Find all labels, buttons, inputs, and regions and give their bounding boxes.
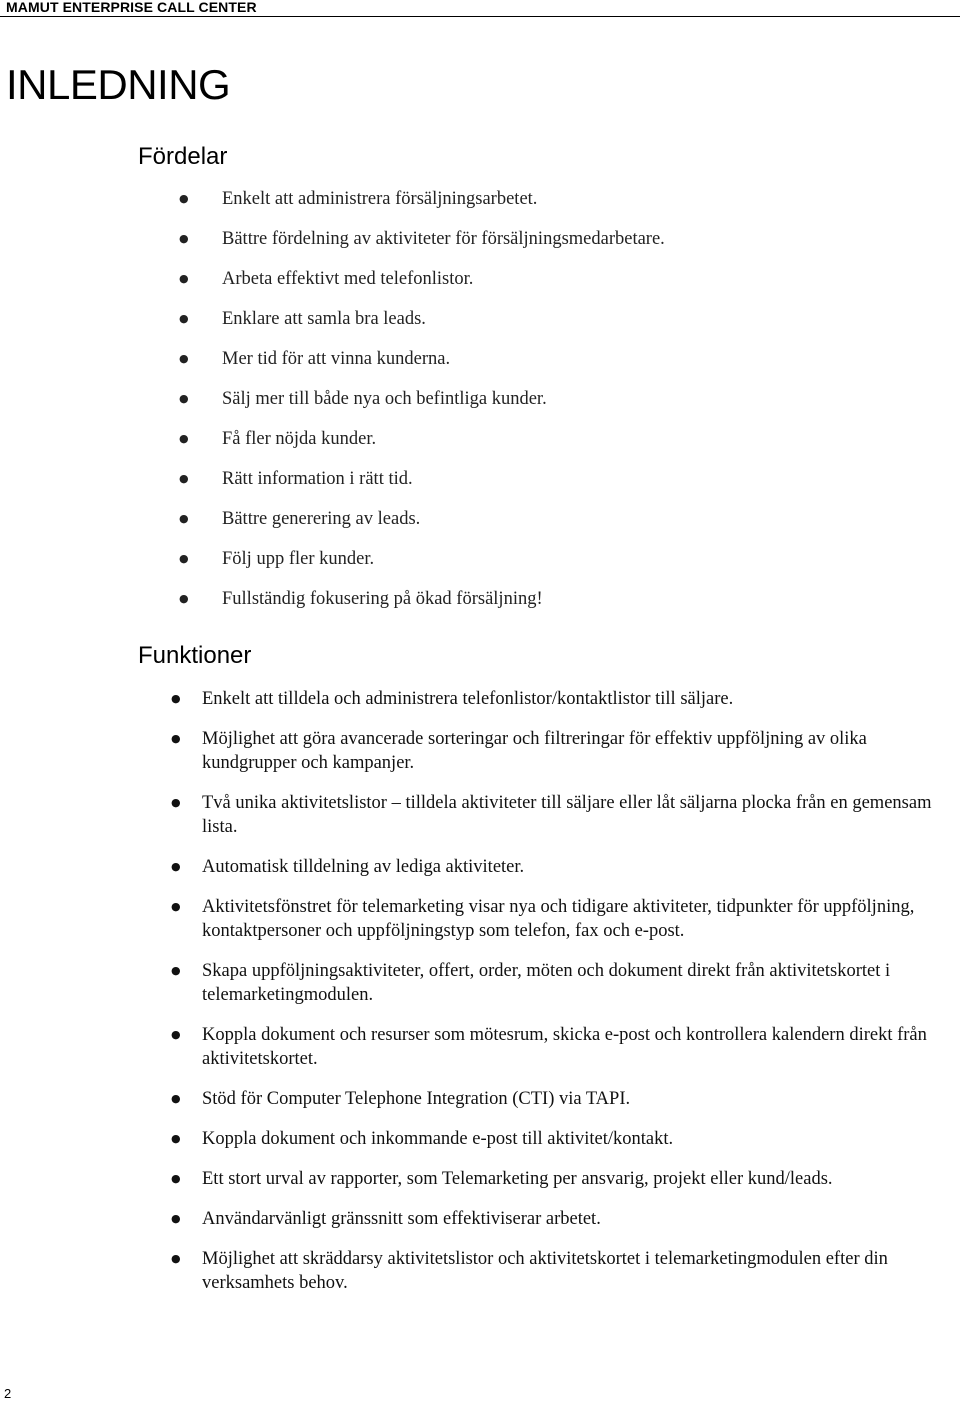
list-item bbox=[181, 347, 921, 387]
list-item bbox=[171, 791, 941, 839]
list-item bbox=[171, 687, 941, 711]
section-heading-funktioner: Funktioner bbox=[138, 642, 252, 669]
list-item-text: Arbeta effektivt med telefonlistor. bbox=[222, 269, 474, 289]
bullet-dot-icon: ● bbox=[171, 1092, 181, 1105]
list-item bbox=[171, 1167, 941, 1191]
bullet-dot-icon: ● bbox=[179, 512, 189, 525]
list-item bbox=[181, 547, 921, 587]
bullet-dot-icon: ● bbox=[179, 432, 189, 445]
list-item bbox=[171, 855, 941, 879]
page-number: 2 bbox=[4, 1386, 12, 1401]
bullet-dot-icon: ● bbox=[171, 1132, 181, 1145]
list-item-text: Följ upp fler kunder. bbox=[222, 549, 375, 569]
list-item bbox=[171, 1023, 941, 1071]
bullet-dot-icon: ● bbox=[179, 232, 189, 245]
bullet-dot-icon: ● bbox=[171, 1028, 181, 1041]
list-item bbox=[171, 1207, 941, 1231]
list-item-text: Koppla dokument och inkommande e-post till aktivitet/kontakt. bbox=[202, 1129, 674, 1149]
list-item bbox=[171, 727, 941, 775]
bullet-dot-icon: ● bbox=[171, 1252, 181, 1265]
bullet-dot-icon: ● bbox=[171, 900, 181, 913]
bullet-dot-icon: ● bbox=[171, 1172, 181, 1185]
funktioner-list bbox=[171, 687, 941, 1311]
list-item-text: Stöd för Computer Telephone Integration (CTI) via TAPI. bbox=[202, 1089, 631, 1109]
bullet-dot-icon: ● bbox=[171, 1212, 181, 1225]
list-item-text: Rätt information i rätt tid. bbox=[222, 469, 413, 489]
bullet-dot-icon: ● bbox=[179, 192, 189, 205]
list-item-text: Bättre fördelning av aktiviteter för försäljningsmedarbetare. bbox=[222, 229, 665, 249]
list-item bbox=[181, 587, 921, 627]
list-item bbox=[181, 267, 921, 307]
bullet-dot-icon: ● bbox=[179, 592, 189, 605]
list-item bbox=[171, 895, 941, 943]
list-item-text: Ett stort urval av rapporter, som Telemarketing per ansvarig, projekt eller kund/leads. bbox=[202, 1169, 833, 1189]
list-item bbox=[181, 187, 921, 227]
list-item bbox=[181, 227, 921, 267]
bullet-dot-icon: ● bbox=[179, 312, 189, 325]
bullet-dot-icon: ● bbox=[171, 964, 181, 977]
list-item-text: Bättre generering av leads. bbox=[222, 509, 421, 529]
bullet-dot-icon: ● bbox=[171, 732, 181, 745]
list-item bbox=[171, 1127, 941, 1151]
list-item bbox=[181, 507, 921, 547]
list-item-text: Fullständig fokusering på ökad försäljning! bbox=[222, 589, 543, 609]
list-item bbox=[171, 1087, 941, 1111]
list-item-text: Koppla dokument och resurser som mötesrum, skicka e-post och kontrollera kalendern direkt från aktivitetskortet. bbox=[202, 1025, 927, 1069]
running-header: MAMUT ENTERPRISE CALL CENTER bbox=[6, 0, 257, 15]
bullet-dot-icon: ● bbox=[171, 692, 181, 705]
bullet-dot-icon: ● bbox=[171, 796, 181, 809]
list-item-text: Enkelt att tilldela och administrera telefonlistor/kontaktlistor till säljare. bbox=[202, 689, 734, 709]
list-item bbox=[181, 467, 921, 507]
chapter-title: INLEDNING bbox=[6, 61, 231, 108]
bullet-dot-icon: ● bbox=[179, 392, 189, 405]
list-item-text: Skapa uppföljningsaktiviteter, offert, order, möten och dokument direkt från aktivitetskortet i telemarketingmodulen. bbox=[202, 961, 891, 1005]
list-item-text: Enklare att samla bra leads. bbox=[222, 309, 426, 329]
bullet-dot-icon: ● bbox=[179, 352, 189, 365]
section-heading-fordelar: Fördelar bbox=[138, 143, 228, 170]
bullet-dot-icon: ● bbox=[179, 552, 189, 565]
list-item-text: Möjlighet att göra avancerade sorteringar och filtreringar för effektiv uppföljning av olika kundgrupper och kampanjer. bbox=[202, 729, 867, 773]
bullet-dot-icon: ● bbox=[179, 272, 189, 285]
header-rule bbox=[0, 16, 960, 17]
bullet-dot-icon: ● bbox=[179, 472, 189, 485]
list-item-text: Sälj mer till både nya och befintliga kunder. bbox=[222, 389, 547, 409]
list-item-text: Mer tid för att vinna kunderna. bbox=[222, 349, 451, 369]
list-item-text: Automatisk tilldelning av lediga aktiviteter. bbox=[202, 857, 525, 877]
list-item bbox=[181, 307, 921, 347]
list-item-text: Användarvänligt gränssnitt som effektiviserar arbetet. bbox=[202, 1209, 601, 1229]
list-item-text: Enkelt att administrera försäljningsarbetet. bbox=[222, 189, 538, 209]
list-item bbox=[171, 959, 941, 1007]
list-item-text: Möjlighet att skräddarsy aktivitetslistor och aktivitetskortet i telemarketingmodulen efter din verksamhets behov. bbox=[202, 1249, 888, 1293]
list-item bbox=[181, 427, 921, 467]
bullet-dot-icon: ● bbox=[171, 860, 181, 873]
list-item bbox=[171, 1247, 941, 1295]
list-item-text: Få fler nöjda kunder. bbox=[222, 429, 377, 449]
fordelar-list bbox=[181, 187, 921, 627]
list-item-text: Två unika aktivitetslistor – tilldela aktiviteter till säljare eller låt säljarna plocka från en gemensam lista. bbox=[202, 793, 932, 837]
list-item bbox=[181, 387, 921, 427]
list-item-text: Aktivitetsfönstret för telemarketing visar nya och tidigare aktiviteter, tidpunkter för uppföljning, kontaktpersoner och uppföljningstyp som telefon, fax och e-post. bbox=[202, 897, 915, 941]
